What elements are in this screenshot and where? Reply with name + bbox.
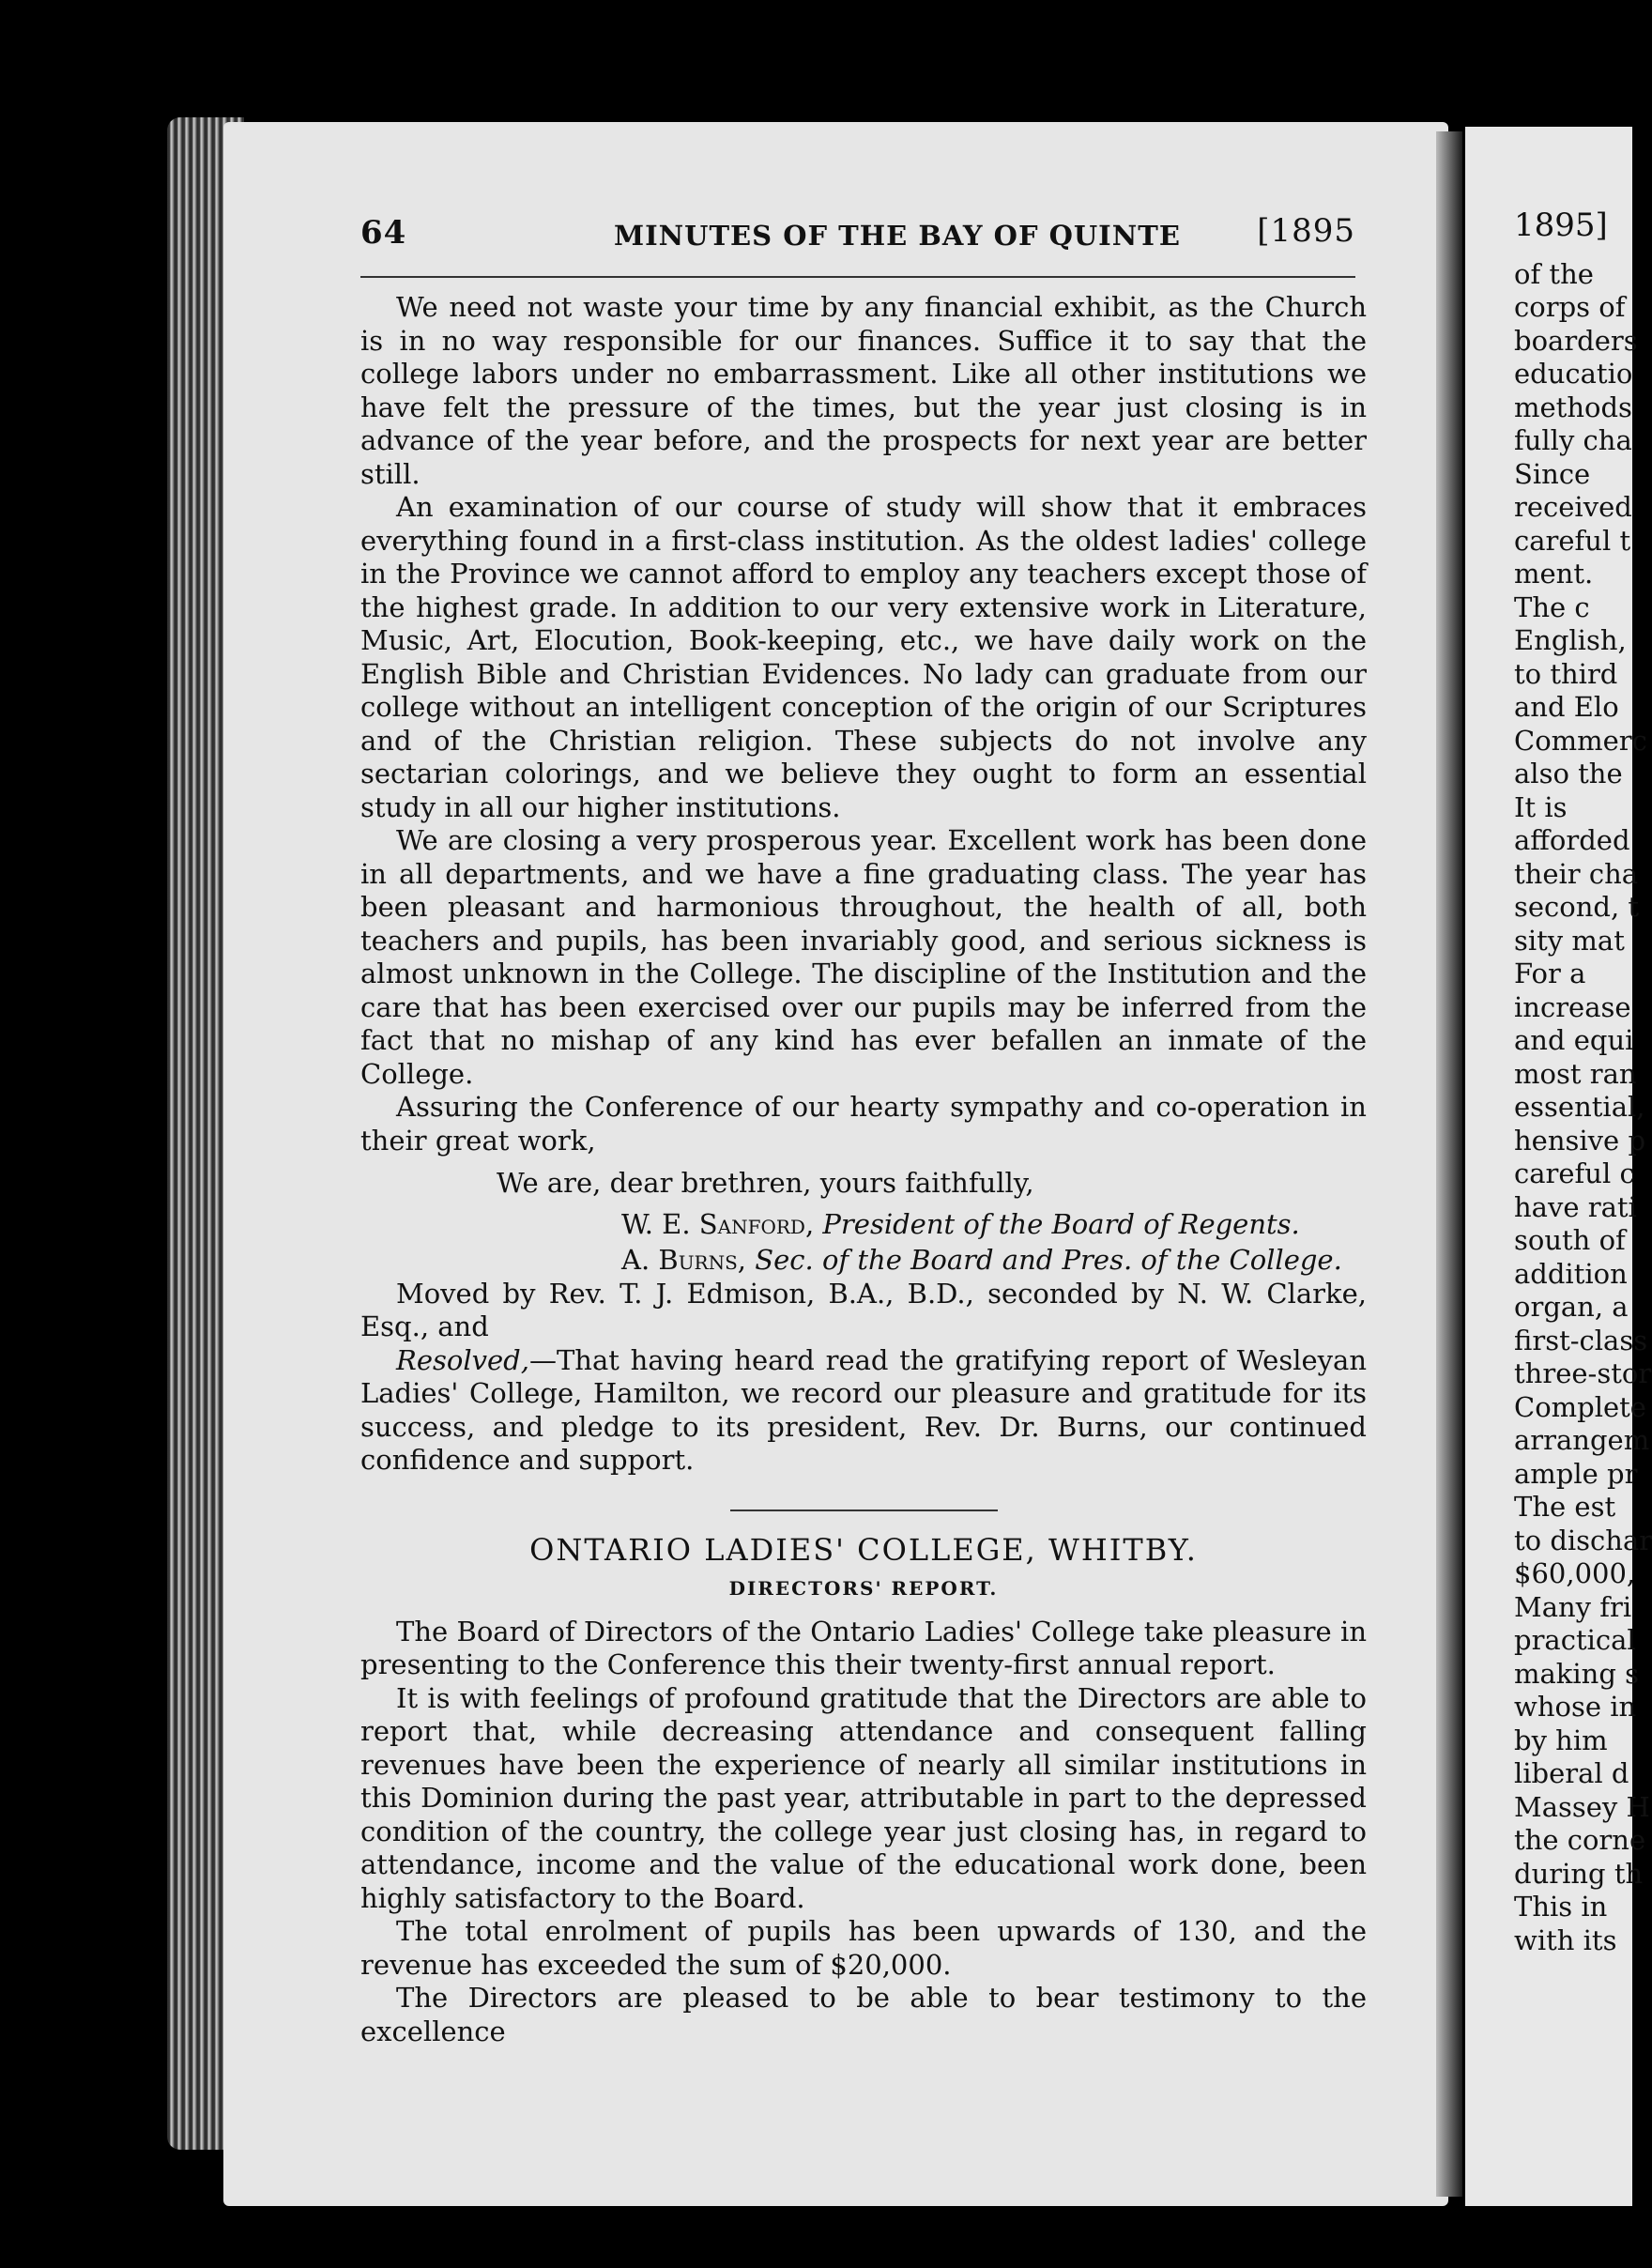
section-subtitle: DIRECTORS' REPORT. <box>728 1577 999 1600</box>
right-page-line: with its <box>1514 1923 1617 1956</box>
right-page-lines <box>1514 257 1652 1956</box>
right-page-line: south of <box>1514 1224 1626 1256</box>
right-page-line: also the <box>1514 758 1623 789</box>
paragraph-assuring: Assuring the Conference of our hearty sympathy and co-operation in their great work, <box>360 1091 1367 1157</box>
motion-moved: Moved by Rev. T. J. Edmison, B.A., B.D., seconded by N. W. Clarke, Esq., and <box>360 1277 1367 1342</box>
right-page-line: careful c <box>1514 1157 1635 1189</box>
right-page-line: second, t <box>1514 891 1640 923</box>
resolved-label: Resolved, <box>396 1343 529 1376</box>
right-page-line: during th <box>1514 1857 1644 1890</box>
signature-title: Sec. of the Board and Pres. of the College. <box>755 1243 1342 1276</box>
right-page-line: arrangem <box>1514 1424 1650 1456</box>
paragraph-enrolment: The total enrolment of pupils has been upwards of 130, and the revenue has exceeded the sum of $20,000. <box>360 1915 1367 1981</box>
right-page-line: whose in <box>1514 1691 1637 1723</box>
right-page-line: and Elo <box>1514 691 1619 723</box>
right-page-line: corps of <box>1514 291 1626 323</box>
paragraph-finances: We need not waste your time by any financial exhibit, as the Church is in no way responsible for our finances. Suffice it to say that the college labors under no embarrassment. Like all other institutions we have felt the pressure of the times, but the year just closing is in advance of the year before, and the prospects for next year are better still. <box>360 291 1367 490</box>
resolved-text: —That having heard read the gratifying report of Wesleyan Ladies' College, Hamilton, we record our pleasure and gratitude for its success, and pledge to its president, Rev. Dr. Burns, our continued confidence and support. <box>360 1343 1367 1476</box>
right-page-line: increase <box>1514 990 1631 1023</box>
signature-sanford <box>621 1206 1367 1242</box>
right-page-line: Complete <box>1514 1390 1646 1423</box>
right-page-line: ment. <box>1514 558 1594 590</box>
right-page-line: sity mat <box>1514 924 1625 957</box>
right-page-line: Commerc <box>1514 724 1647 757</box>
main-text <box>360 291 1367 2048</box>
right-page-line: Since <box>1514 457 1591 490</box>
running-head: MINUTES OF THE BAY OF QUINTE <box>614 220 1181 252</box>
section-title: ONTARIO LADIES' COLLEGE, WHITBY. <box>529 1531 1198 1568</box>
page-number: 64 <box>360 214 407 252</box>
right-page-line: addition <box>1514 1257 1628 1290</box>
right-page-line: boarders <box>1514 324 1638 357</box>
header-rule <box>360 276 1355 278</box>
right-page-line: It is <box>1514 790 1568 823</box>
right-page-line: This in <box>1514 1891 1608 1923</box>
right-page-text <box>1514 207 1652 1956</box>
right-page-line: organ, a <box>1514 1291 1629 1323</box>
paragraph-prosperous-year: We are closing a very prosperous year. Excellent work has been done in all departments, and we have a fine graduating class. The year has been pleasant and harmonious throughout, the health of all, both teachers and pupils, has been invariably good, and serious sickness is almost unknown in the College. The discipline of the Institution and the care that has been exercised over our pupils may be inferred from the fact that no mishap of any kind has ever befallen an inmate of the College. <box>360 824 1367 1090</box>
motion-resolved <box>360 1344 1367 1478</box>
right-page-line: liberal d <box>1514 1757 1629 1789</box>
right-page-line: to dischar <box>1514 1524 1652 1556</box>
right-page <box>1462 127 1652 2206</box>
right-page-line: The c <box>1514 590 1590 623</box>
right-page-line: English, <box>1514 624 1627 656</box>
right-page-line: of the <box>1514 257 1594 290</box>
right-page-line: received <box>1514 491 1632 523</box>
right-page-line: making s <box>1514 1657 1639 1690</box>
right-page-line: Many fri <box>1514 1590 1632 1623</box>
right-page-line: For a <box>1514 958 1586 989</box>
right-page-line: $60,000, <box>1514 1557 1636 1589</box>
header-year: [1895 <box>1257 212 1355 250</box>
signature-name: W. E. Sanford, <box>621 1207 815 1240</box>
right-page-line: to third <box>1514 657 1618 690</box>
right-page-line: have rati <box>1514 1190 1637 1223</box>
right-page-year: 1895] <box>1514 207 1608 244</box>
right-page-line: the corne <box>1514 1824 1646 1856</box>
right-page-line: first-class <box>1514 1324 1648 1356</box>
page-header <box>360 212 1365 259</box>
right-page-line: The est <box>1514 1491 1616 1523</box>
signature-burns <box>621 1242 1367 1278</box>
signature-title: President of the Board of Regents. <box>822 1207 1300 1240</box>
book-gutter <box>1436 131 1464 2197</box>
paragraph-course-of-study: An examination of our course of study will show that it embraces everything found in a first-class institution. As the oldest ladies' college in the Province we cannot afford to employ any teachers except those of the highest grade. In addition to our very extensive work in Literature, Music, Art, Elocution, Book-keeping, etc., we have daily work on the English Bible and Christian Evidences. No lady can graduate from our college without an intelligent conception of the origin of our Scriptures and of the Christian religion. These subjects do not involve any sectarian colorings, and we believe they ought to form an essential study in all our higher institutions. <box>360 491 1367 823</box>
right-page-line: methods <box>1514 391 1632 423</box>
right-page-line: essential, <box>1514 1091 1645 1123</box>
paragraph-directors-intro: The Board of Directors of the Ontario Ladies' College take pleasure in presenting to the Conference this their twenty-first annual report. <box>360 1615 1367 1680</box>
closing-salutation: We are, dear brethren, yours faithfully, <box>497 1167 1034 1199</box>
right-page-line: ample pr <box>1514 1457 1638 1490</box>
right-page-line: Massey H <box>1514 1790 1650 1823</box>
paragraph-testimony: The Directors are pleased to be able to bear testimony to the excellence <box>360 1982 1367 2047</box>
right-page-line: afforded <box>1514 824 1630 856</box>
right-page-line: careful t <box>1514 524 1631 557</box>
right-page-line: most ran <box>1514 1057 1637 1090</box>
right-page-line: three-stor <box>1514 1357 1652 1389</box>
right-page-line: practical <box>1514 1624 1636 1656</box>
right-page-line: fully cha <box>1514 424 1632 456</box>
right-page-line: hensive p <box>1514 1124 1646 1157</box>
section-divider <box>730 1509 998 1511</box>
right-page-line: and equi <box>1514 1024 1634 1056</box>
signature-name: A. Burns, <box>621 1243 747 1276</box>
right-page-line: educatio <box>1514 358 1633 390</box>
paragraph-gratitude: It is with feelings of profound gratitude that the Directors are able to report that, while decreasing attendance and consequent falling revenues have been the experience of nearly all similar institutions in this Dominion during the past year, attributable in part to the depressed condition of the country, the college year just closing has, in regard to attendance, income and the value of the educational work done, been highly satisfactory to the Board. <box>360 1681 1367 1914</box>
right-page-line: their cha <box>1514 857 1639 890</box>
signature-block <box>621 1206 1367 1278</box>
right-page-line: by him <box>1514 1724 1608 1756</box>
